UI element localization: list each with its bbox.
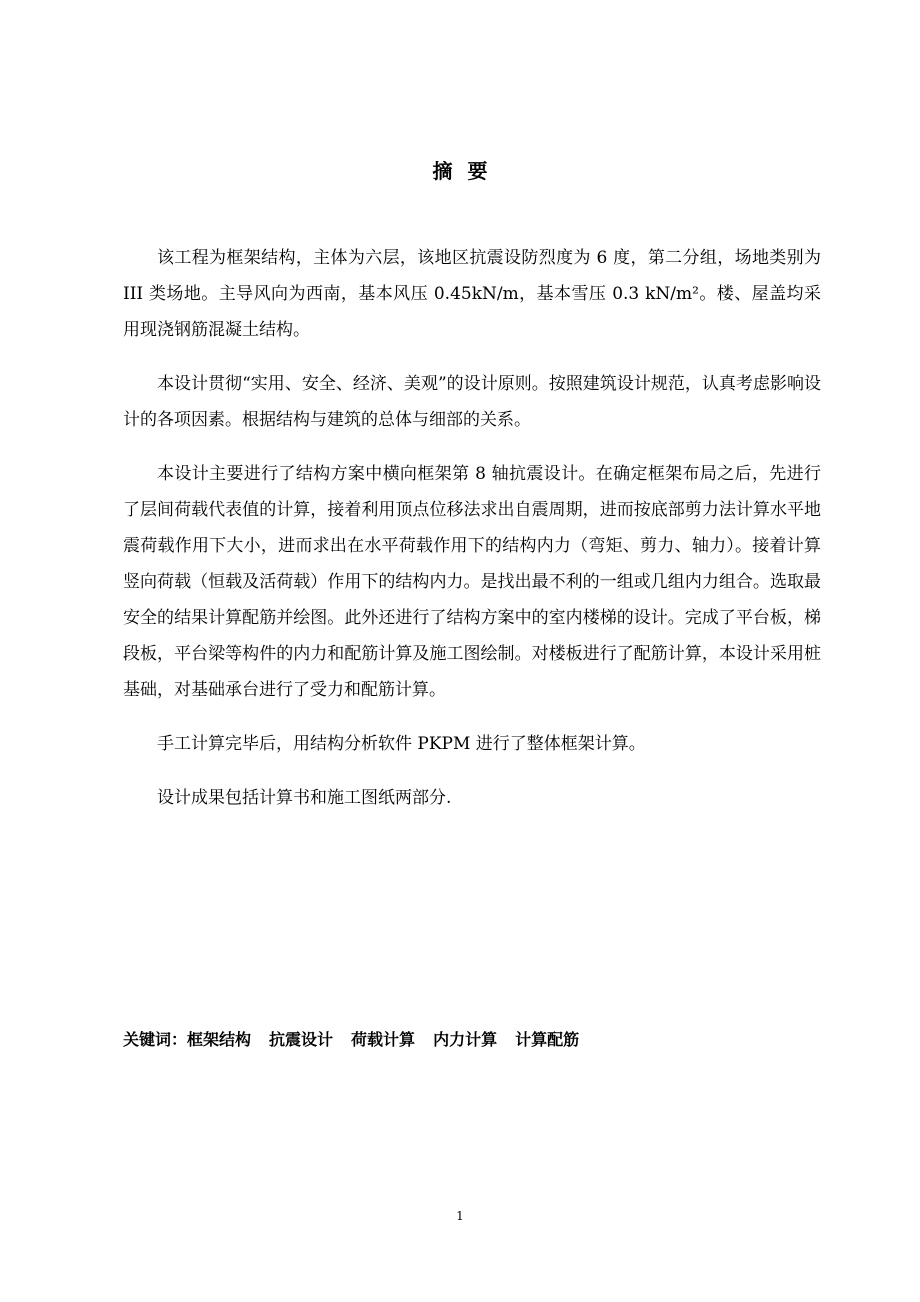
paragraph-design-principles: 本设计贯彻“实用、安全、经济、美观”的设计原则。按照建筑设计规范，认真考虑影响设计的各项因素。根据结构与建筑的总体与细部的关系。 [123,374,821,430]
paragraph-software: 手工计算完毕后，用结构分析软件 PKPM 进行了整体框架计算。 [157,734,646,754]
keyword: 内力计算 [433,1030,498,1049]
keyword: 计算配筋 [515,1030,580,1049]
paragraph-deliverables: 设计成果包括计算书和施工图纸两部分. [157,788,452,808]
paragraph-design-content: 本设计主要进行了结构方案中横向框架第 8 轴抗震设计。在确定框架布局之后，先进行了层间荷载代表值的计算，接着利用顶点位移法求出自震周期，进而按底部剪力法计算水平地震荷载作用下大小，进而求出在水平荷载作用下的结构内力（弯矩、剪力、轴力）。接着计算竖向荷载（恒载及活荷载）作用下的结构内力。是找出最不利的一组或几组内力组合。选取最安全的结果计算配筋并绘图。此外还进行了结构方案中的室内楼梯的设计。完成了平台板，梯段板，平台梁等构件的内力和配筋计算及施工图绘制。对楼板进行了配筋计算，本设计采用桩基础，对基础承台进行了受力和配筋计算。 [123,464,821,700]
paragraph-project-overview: 该工程为框架结构，主体为六层，该地区抗震设防烈度为 6 度，第二分组，场地类别为 III 类场地。主导风向为西南，基本风压 0.45kN/m，基本雪压 0.3 kN/m²。楼、屋盖均采用现浇钢筋混凝土结构。 [123,248,821,340]
keywords-line [123,1026,597,1054]
keyword: 框架结构 [187,1030,252,1049]
page-title: 摘要 [432,159,503,183]
page-number: 1 [456,1209,464,1223]
keyword: 荷载计算 [351,1030,416,1049]
abstract-body [123,240,821,816]
keyword: 抗震设计 [269,1030,334,1049]
keywords-label: 关键词： [123,1030,188,1049]
